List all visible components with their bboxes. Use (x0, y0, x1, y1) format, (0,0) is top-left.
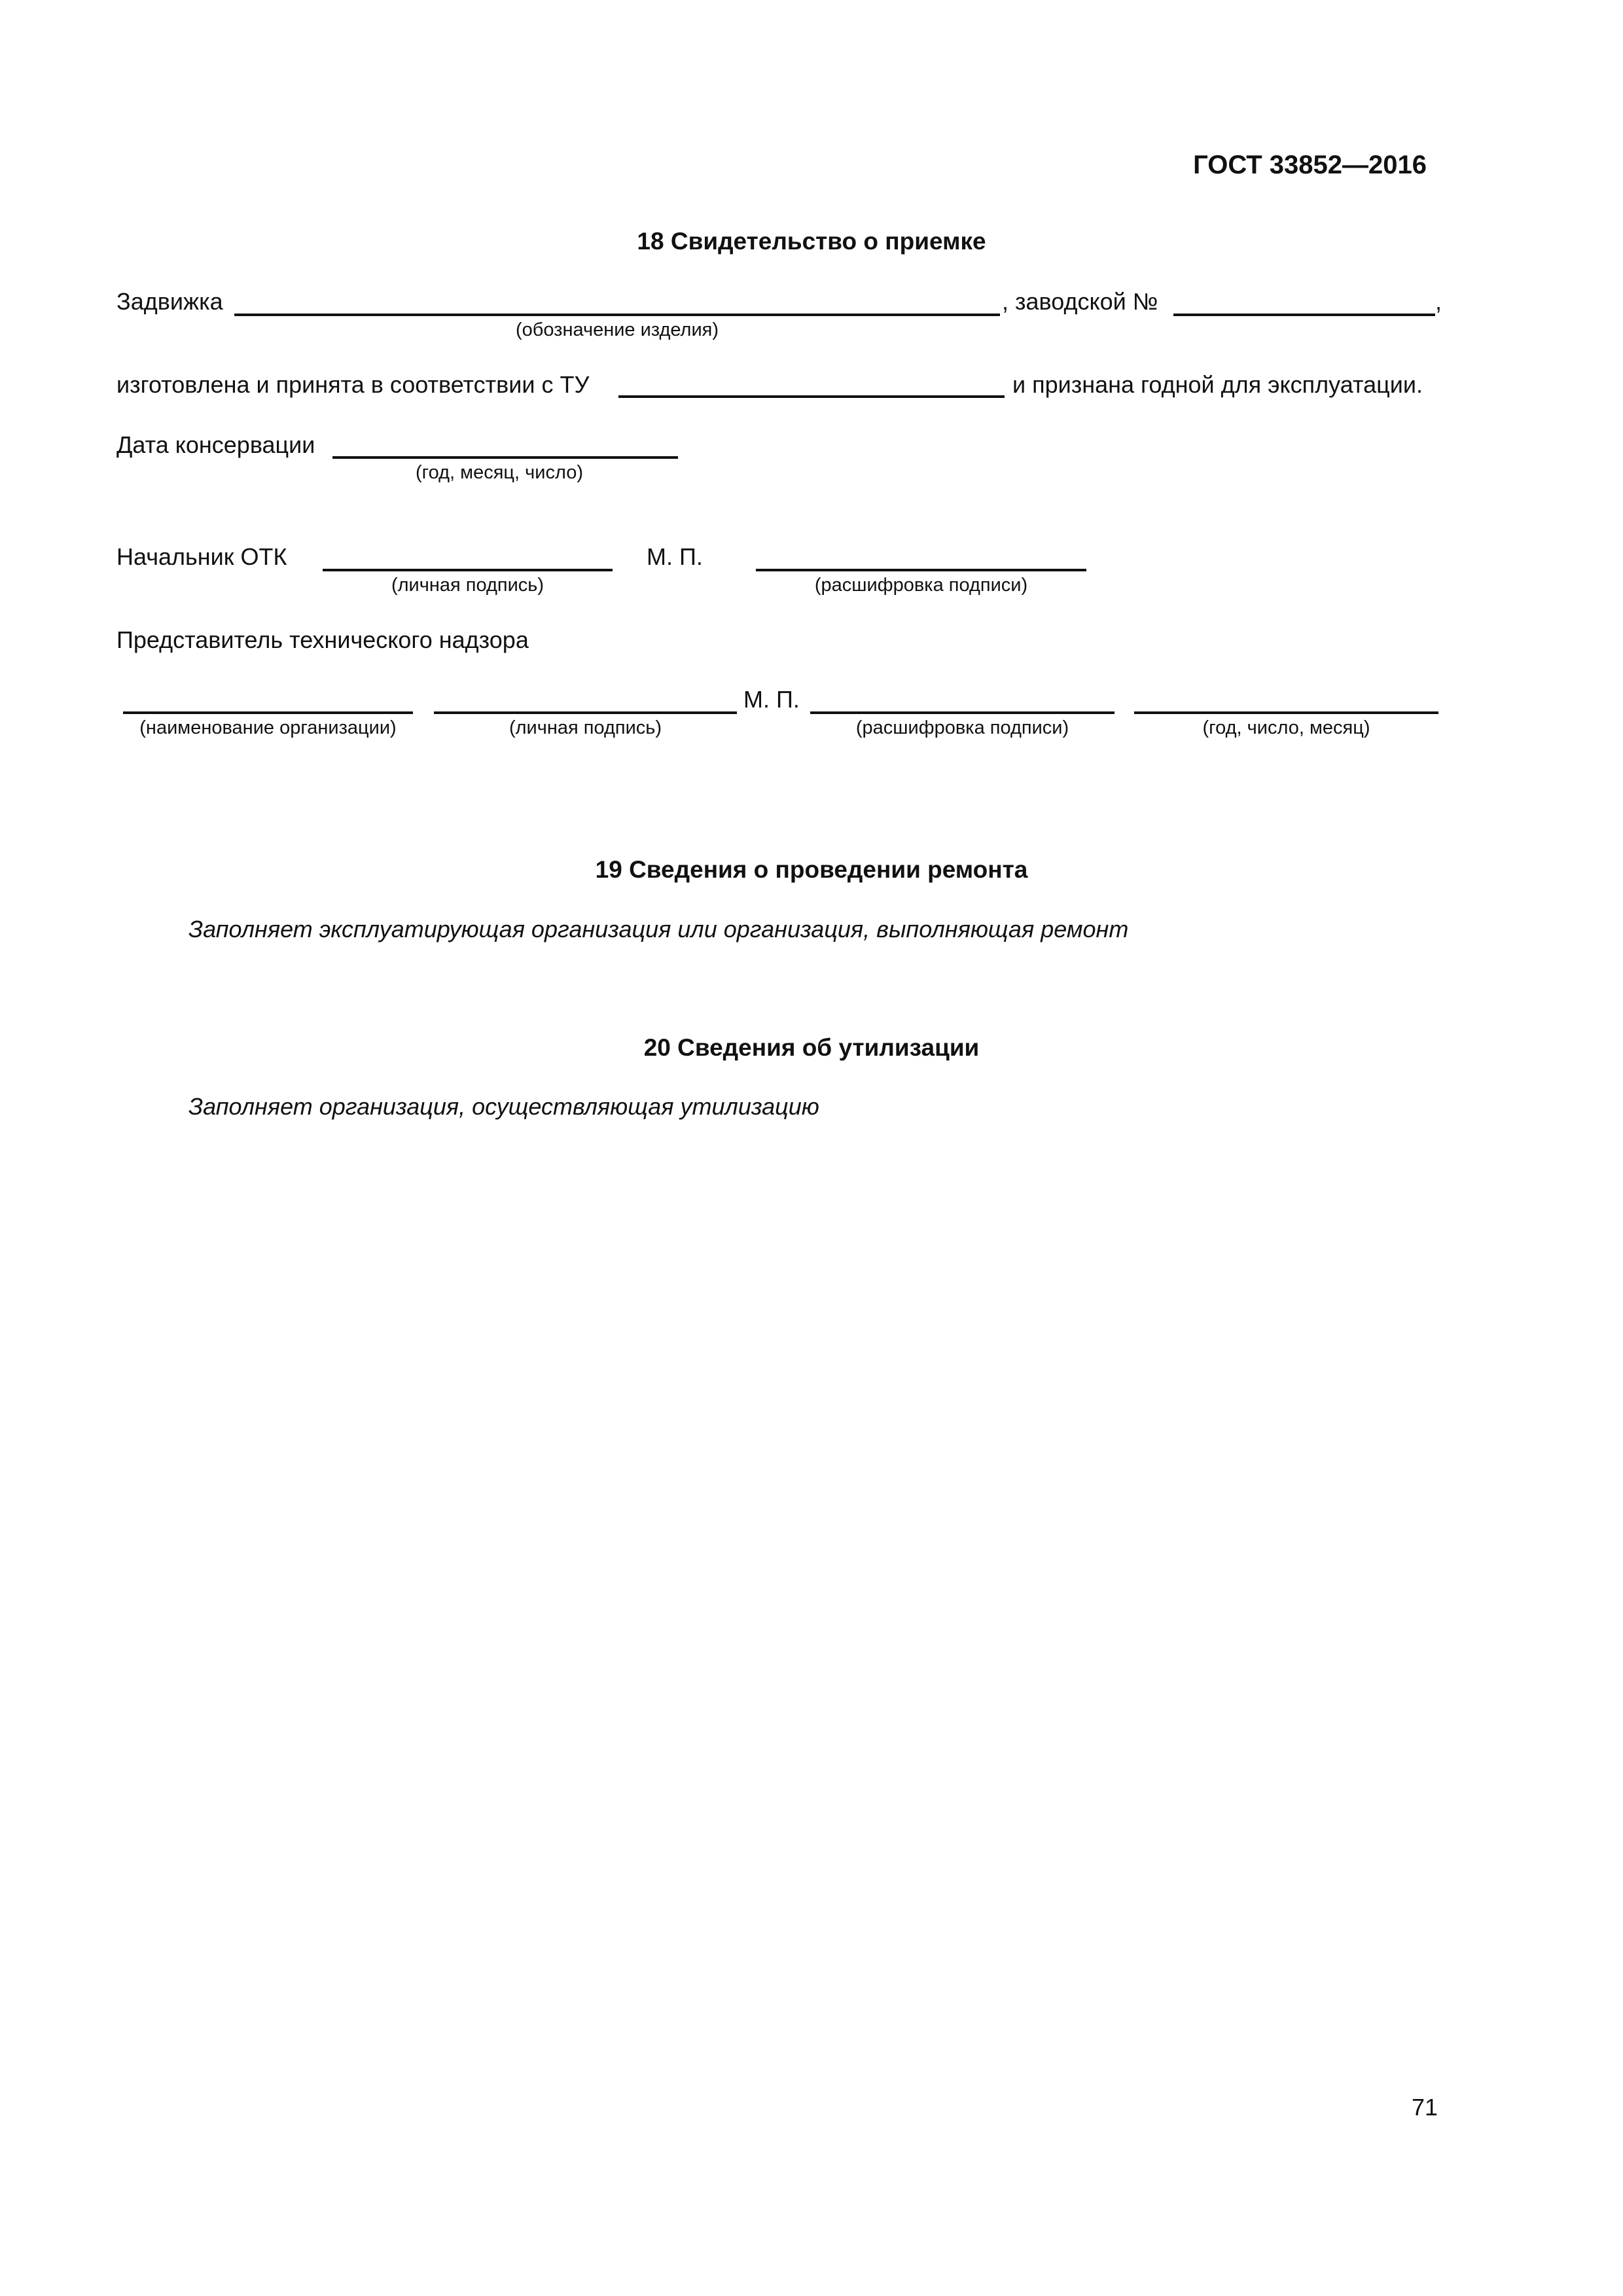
tech-signature-caption: (личная подпись) (508, 717, 662, 738)
section-20-title: 20 Сведения об утилизации (643, 1034, 980, 1061)
document-code: ГОСТ 33852—2016 (1193, 151, 1427, 179)
conservation-date-caption: (год, месяц, число) (416, 462, 583, 483)
made-suffix: и признана годной для эксплуатации. (1012, 371, 1423, 398)
factory-number-comma: , (1435, 288, 1442, 315)
otk-signature-caption: (личная подпись) (391, 575, 544, 596)
otk-decode-line[interactable] (756, 569, 1086, 571)
section-18-title: 18 Свидетельство о приемке (637, 228, 986, 255)
otk-decode-caption: (расшифровка подписи) (814, 575, 1028, 596)
valve-designation-caption: (обозначение изделия) (515, 319, 719, 340)
tech-date-line[interactable] (1134, 711, 1438, 714)
tu-line[interactable] (618, 395, 1005, 398)
tech-stamp-mark: М. П. (743, 686, 800, 713)
tech-decode-line[interactable] (810, 711, 1115, 714)
tech-org-caption: (наименование организации) (139, 717, 397, 738)
section-19-text: Заполняет эксплуатирующая организация или организация, выполняющая ремонт (188, 916, 1129, 942)
tech-org-line[interactable] (123, 711, 413, 714)
valve-label: Задвижка (116, 288, 223, 315)
factory-number-line[interactable] (1173, 314, 1435, 316)
otk-head-label: Начальник ОТК (116, 543, 287, 570)
factory-number-label: , заводской № (1002, 288, 1158, 315)
conservation-date-line[interactable] (332, 456, 678, 459)
valve-designation-line[interactable] (234, 314, 1000, 316)
section-19-title: 19 Сведения о проведении ремонта (595, 856, 1028, 883)
tech-signature-line[interactable] (434, 711, 737, 714)
otk-signature-line[interactable] (323, 569, 613, 571)
conservation-date-label: Дата консервации (116, 431, 315, 458)
tech-decode-caption: (расшифровка подписи) (855, 717, 1069, 738)
tech-supervision-label: Представитель технического надзора (116, 626, 529, 653)
page-number: 71 (1411, 2094, 1438, 2121)
made-label: изготовлена и принята в соответствии с ТУ (116, 371, 590, 398)
otk-stamp-mark: М. П. (647, 543, 703, 570)
tech-date-caption: (год, число, месяц) (1202, 717, 1370, 738)
section-20-text: Заполняет организация, осуществляющая утилизацию (188, 1093, 819, 1120)
